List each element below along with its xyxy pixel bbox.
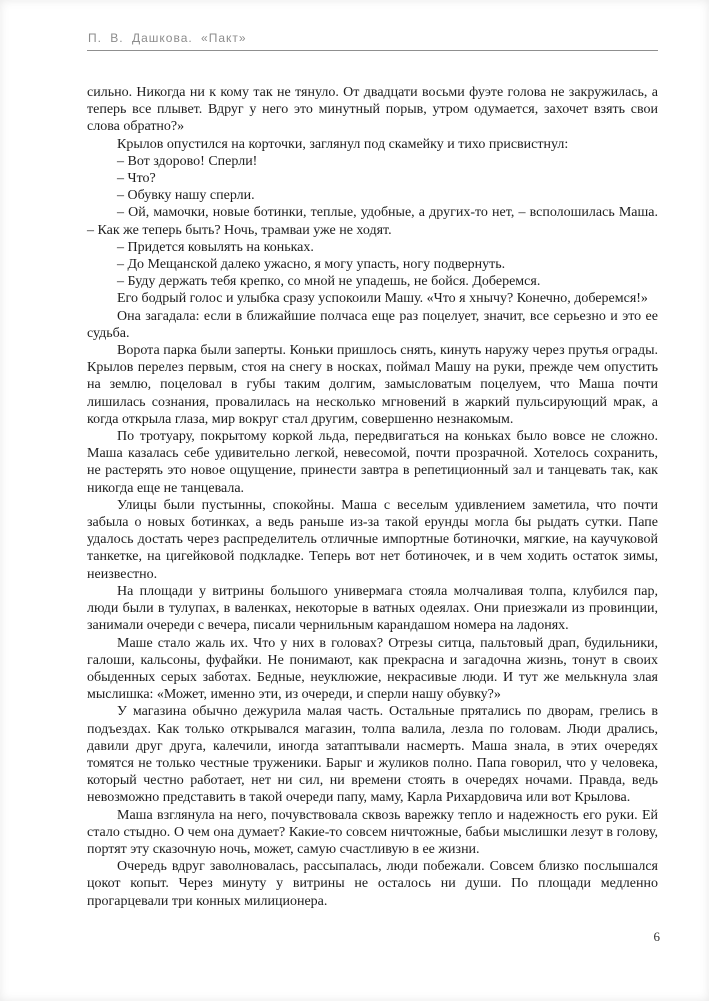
paragraph-7: – Придется ковылять на коньках. xyxy=(117,239,314,255)
paragraph-6: – Ой, мамочки, новые ботинки, теплые, удобные, а других-то нет, – всполошилась Маша. – Как же теперь быть? Ночь, трамваи уже не ходят. xyxy=(87,205,658,238)
paragraph-19: Очередь вдруг заволновалась, рассыпалась, люди побежали. Совсем близко послышался цокот копыт. Через минуту у витрины не осталось ни души. По площади медленно прогарцевали три конных милиционера. xyxy=(87,859,658,909)
running-header-text: П. В. Дашкова. «Пакт» xyxy=(88,31,247,45)
paragraph-12: Ворота парка были заперты. Коньки пришлось снять, кинуть наружу через прутья ограды. Крылов перелез первым, стоя на снегу в носках, поймал Машу на руки, прежде чем опустить на землю, поцеловал в губы таким долгим, замысловатым поцелуем, что Маша почти лишилась сознания, провалилась на несколько мгновений в жаркий пульсирующий мрак, а когда открыла глаза, мир вокруг стал другим, совершенно незнакомым. xyxy=(87,343,658,427)
paragraph-1: сильно. Никогда ни к кому так не тянуло. От двадцати восьми фуэте голова не закружилась, а теперь все плывет. Вдруг у него это минутный порыв, утром одумается, захочет взять свои слова обратно?» xyxy=(87,85,658,135)
paragraph-16: Маше стало жаль их. Что у них в головах? Отрезы ситца, пальтовый драп, будильники, галоши, кальсоны, фуфайки. Не понимают, как прекрасна и загадочна жизнь, тонут в своих обыденных серых заботах. Бедные, неуклюжие, некрасивые люди. И тут же мелькнула злая мыслишка: «Может, именно эти, из очереди, и сперли нашу обувку?» xyxy=(87,635,658,703)
paragraph-10: Его бодрый голос и улыбка сразу успокоили Машу. «Что я хнычу? Конечно, доберемся!» xyxy=(117,291,648,307)
running-header xyxy=(88,31,247,45)
page-body xyxy=(87,84,658,910)
paragraph-4: – Что? xyxy=(117,171,156,187)
paragraph-2: Крылов опустился на корточки, заглянул под скамейку и тихо присвистнул: xyxy=(117,136,569,152)
paragraph-3: – Вот здорово! Сперли! xyxy=(117,153,258,169)
paragraph-5: – Обувку нашу сперли. xyxy=(117,188,255,204)
paragraph-13: По тротуару, покрытому коркой льда, передвигаться на коньках было вовсе не сложно. Маша казалась себе удивительно легкой, невесомой, почти прозрачной. Хотелось сохранить, не растерять это новое ощущение, принести завтра в репетиционный зал и танцевать так, как никогда еще не танцевала. xyxy=(87,429,658,496)
paragraph-8: – До Мещанской далеко ужасно, я могу упасть, ногу подвернуть. xyxy=(117,257,506,273)
paragraph-14: Улицы были пустынны, спокойны. Маша с веселым удивлением заметила, что почти забыла о новых ботинках, а ведь раньше из-за такой ерунды могла бы рыдать сутки. Папе удалось достать через распределитель отличные импортные ботиночки, мягкие, на каучуковой танкетке, на цигейковой подкладке. Теперь вот нет ботиночек, и в чем ходить остаток зимы, неизвестно. xyxy=(87,497,658,582)
paragraph-18: Маша взглянула на него, почувствовала сквозь варежку тепло и надежность его руки. Ей стало стыдно. О чем она думает? Какие-то совсем ничтожные, бабьи мыслишки лезут в голову, портят эту сказочную ночь, может, самую счастливую в ее жизни. xyxy=(87,807,658,857)
paragraph-11: Она загадала: если в ближайшие полчаса еще раз поцелует, значит, все серьезно и это ее судьба. xyxy=(87,308,658,341)
page-number: 6 xyxy=(653,929,660,944)
paragraph-17: У магазина обычно дежурила малая часть. Остальные прятались по дворам, грелись в подъездах. Как только открывался магазин, толпа валила, лезла по головам. Люди дрались, давили друг друга, калечили, иногда затаптывали насмерть. Маша знала, в этих очередях томятся не только честные труженики. Барыг и жуликов полно. Папа говорил, что у человека, который честно работает, нет ни сил, ни времени стоять в очередях ночами. Правда, ведь невозможно представить в такой очереди папу, маму, Карла Рихардовича или вот Крылова. xyxy=(87,704,658,806)
paragraph-15: На площади у витрины большого универмага стояла молчаливая толпа, клубился пар, люди были в тулупах, в валенках, некоторые в ватных одеялах. Они приезжали из провинции, занимали очереди с вечера, писали чернильным карандашом номера на ладонях. xyxy=(87,583,658,634)
paragraph-9: – Буду держать тебя крепко, со мной не упадешь, не бойся. Доберемся. xyxy=(117,274,541,290)
header-rule-divider xyxy=(87,50,658,51)
